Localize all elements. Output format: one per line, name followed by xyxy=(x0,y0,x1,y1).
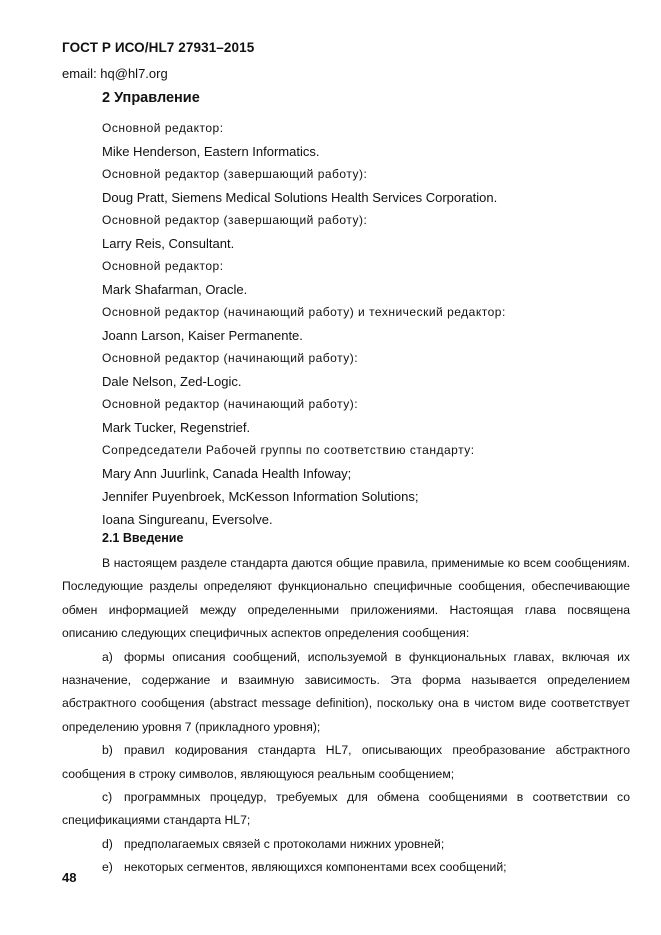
credit-role: Основной редактор: xyxy=(102,121,224,135)
aspects-list xyxy=(62,646,630,880)
credit-person: Mark Shafarman, Oracle. xyxy=(102,282,248,297)
list-item xyxy=(62,786,630,833)
intro-paragraph: В настоящем разделе стандарта даются общие правила, применимые ко всем сообщениям. Последующие разделы определяют функционально специфичные сообщения, обеспечивающие обмен информацией между определенными приложениями. Настоящая глава посвящена описанию следующих специфичных аспектов определения сообщения: xyxy=(62,556,630,641)
contact-email: email: hq@hl7.org xyxy=(62,66,168,81)
list-item-text: формы описания сообщений, используемой в функциональных главах, включая их назначение, содержание и взаимную зависимость. Эта форма называется определением абстрактного сообщения (abstract message definition), поскольку она в чистом виде соответствует определению уровня 7 (прикладного уровня); xyxy=(62,649,630,734)
list-item-marker: с) xyxy=(102,790,113,805)
list-item xyxy=(62,856,630,879)
credit-person: Mike Henderson, Eastern Informatics. xyxy=(102,144,320,159)
list-item-text: программных процедур, требуемых для обмена сообщениями в соответствии со спецификациями стандарта HL7; xyxy=(62,790,630,828)
credit-role: Основной редактор: xyxy=(102,259,224,273)
list-item-text: предполагаемых связей с протоколами нижних уровней; xyxy=(124,836,445,851)
credit-person: Larry Reis, Consultant. xyxy=(102,236,235,251)
credit-role: Основной редактор (завершающий работу): xyxy=(102,213,368,227)
credit-role: Сопредседатели Рабочей группы по соответствию стандарту: xyxy=(102,443,475,457)
credit-role: Основной редактор (начинающий работу): xyxy=(102,397,359,411)
list-item-marker: d) xyxy=(102,836,113,851)
page-number: 48 xyxy=(62,870,77,885)
list-item xyxy=(62,833,630,856)
list-item xyxy=(62,739,630,786)
section-heading: 2 Управление xyxy=(102,90,200,106)
subsection-heading: 2.1 Введение xyxy=(102,531,184,545)
credit-person: Mark Tucker, Regenstrief. xyxy=(102,420,251,435)
list-item-text: правил кодирования стандарта HL7, описывающих преобразование абстрактного сообщения в строку символов, являющуюся реальным сообщением; xyxy=(62,743,630,781)
credit-person: Mary Ann Juurlink, Canada Health Infoway; xyxy=(102,466,352,481)
credit-role: Основной редактор (завершающий работу): xyxy=(102,167,368,181)
credit-role: Основной редактор (начинающий работу): xyxy=(102,351,359,365)
credits-list xyxy=(102,117,622,531)
list-item xyxy=(62,646,630,740)
list-item-marker: а) xyxy=(102,649,113,664)
credit-role: Основной редактор (начинающий работу) и технический редактор: xyxy=(102,305,506,319)
list-item-marker: е) xyxy=(102,860,113,875)
standard-code-header: ГОСТ Р ИСО/HL7 27931–2015 xyxy=(62,40,255,55)
credit-person: Jennifer Puyenbroek, McKesson Information Solutions; xyxy=(102,489,419,504)
subsection-body xyxy=(62,552,630,880)
credit-person: Doug Pratt, Siemens Medical Solutions Health Services Corporation. xyxy=(102,190,498,205)
credit-person: Dale Nelson, Zed-Logic. xyxy=(102,374,242,389)
credit-person: Joann Larson, Kaiser Permanente. xyxy=(102,328,303,343)
credit-person: Ioana Singureanu, Eversolve. xyxy=(102,512,273,527)
list-item-marker: b) xyxy=(102,743,113,758)
list-item-text: некоторых сегментов, являющихся компонентами всех сообщений; xyxy=(124,860,507,875)
